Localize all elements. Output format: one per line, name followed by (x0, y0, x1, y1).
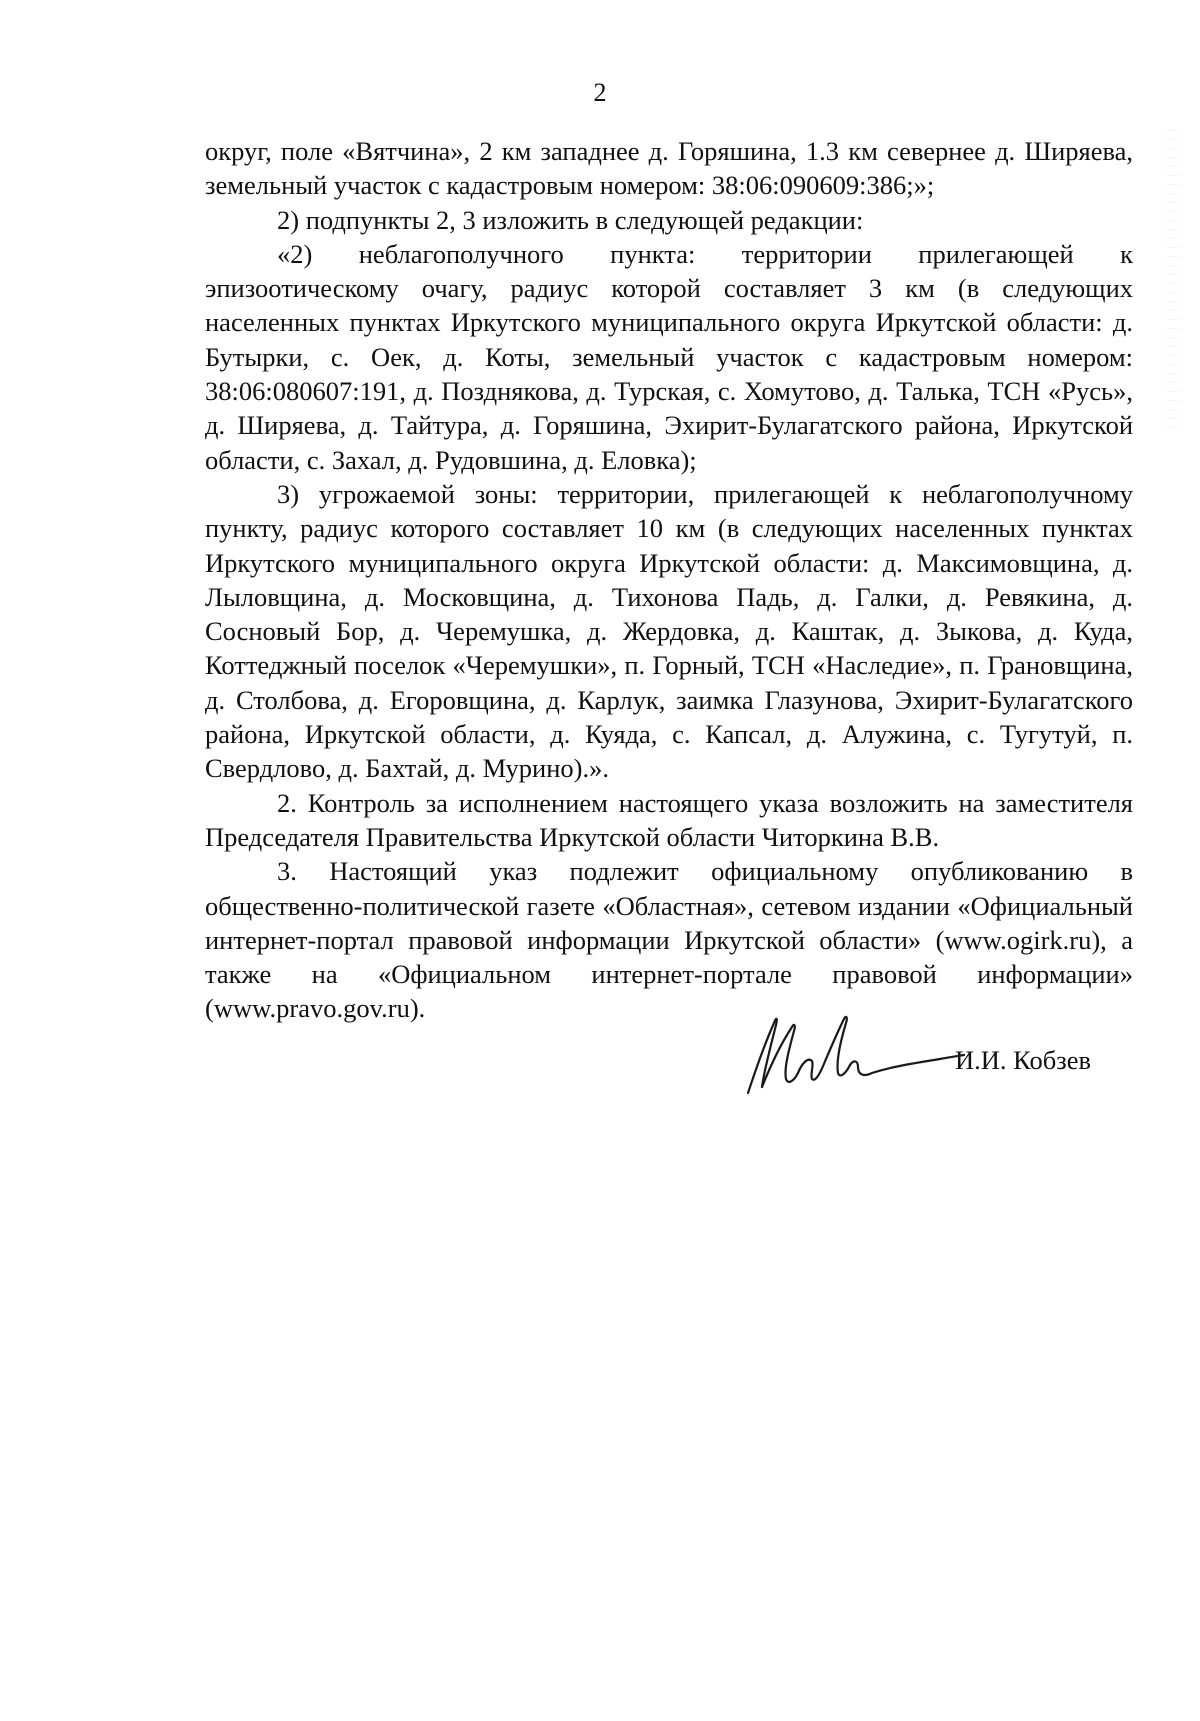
paragraph-continuation: округ, поле «Вятчина», 2 км западнее д. Горяшина, 1.3 км севернее д. Ширяева, земельный участок с кадастровым номером: 38:06:090609:386;»; (205, 136, 1133, 201)
paragraph-amendment-intro: 2) подпункты 2, 3 изложить в следующей редакции: (277, 204, 864, 235)
paragraph-control-clause: 2. Контроль за исполнением настоящего указа возложить на заместителя Председателя Правительства Иркутской области Читоркина В.В. (205, 787, 1133, 852)
page-number: 2 (593, 78, 607, 107)
signer-name: И.И. Кобзев (955, 1045, 1091, 1075)
signature-block (740, 1005, 1160, 1115)
paragraph-subpoint-2: «2) неблагополучного пункта: территории прилегающей к эпизоотическому очагу, радиус которой составляет 3 км (в следующих населенных пунктах Иркутского муниципального округа Иркутской области: д. Бутырки, с. Оек, д. Коты, земельный участок с кадастровым номером: 38:06:080607:191, д. Позднякова, д. Турская, с. Хомутово, д. Талька, ТСН «Русь», д. Ширяева, д. Тайтура, д. Горяшина, Эхирит-Булагатского района, Иркутской области, с. Захал, д. Рудовшина, д. Еловка); (205, 238, 1133, 475)
handwritten-signature-icon (740, 1005, 965, 1115)
document-body (205, 134, 1133, 1026)
paragraph-subpoint-3: 3) угрожаемой зоны: территории, прилегающей к неблагополучному пункту, радиус которого составляет 10 км (в следующих населенных пунктах Иркутского муниципального округа Иркутской области: д. Максимовщина, д. Лыловщина, д. Московщина, д. Тихонова Падь, д. Галки, д. Ревякина, д. Сосновый Бор, д. Черемушка, д. Жердовка, д. Каштак, д. Зыкова, д. Куда, Коттеджный поселок «Черемушки», п. Горный, ТСН «Наследие», п. Грановщина, д. Столбова, д. Егоровщина, д. Карлук, заимка Глазунова, Эхирит-Булагатского района, Иркутской области, д. Куяда, с. Капсал, д. Алужина, с. Тугутуй, п. Свердлово, д. Бахтай, д. Мурино).». (205, 478, 1133, 784)
scan-edge-artifact (1166, 130, 1180, 430)
paragraph-publication-clause: 3. Настоящий указ подлежит официальному опубликованию в общественно-политической газете «Областная», сетевом издании «Официальный интернет-портал правовой информации Иркутской области» (www.ogirk.ru), а также на «Официальном интернет-портале правовой информации» (www.pravo.gov.ru). (205, 856, 1133, 1024)
